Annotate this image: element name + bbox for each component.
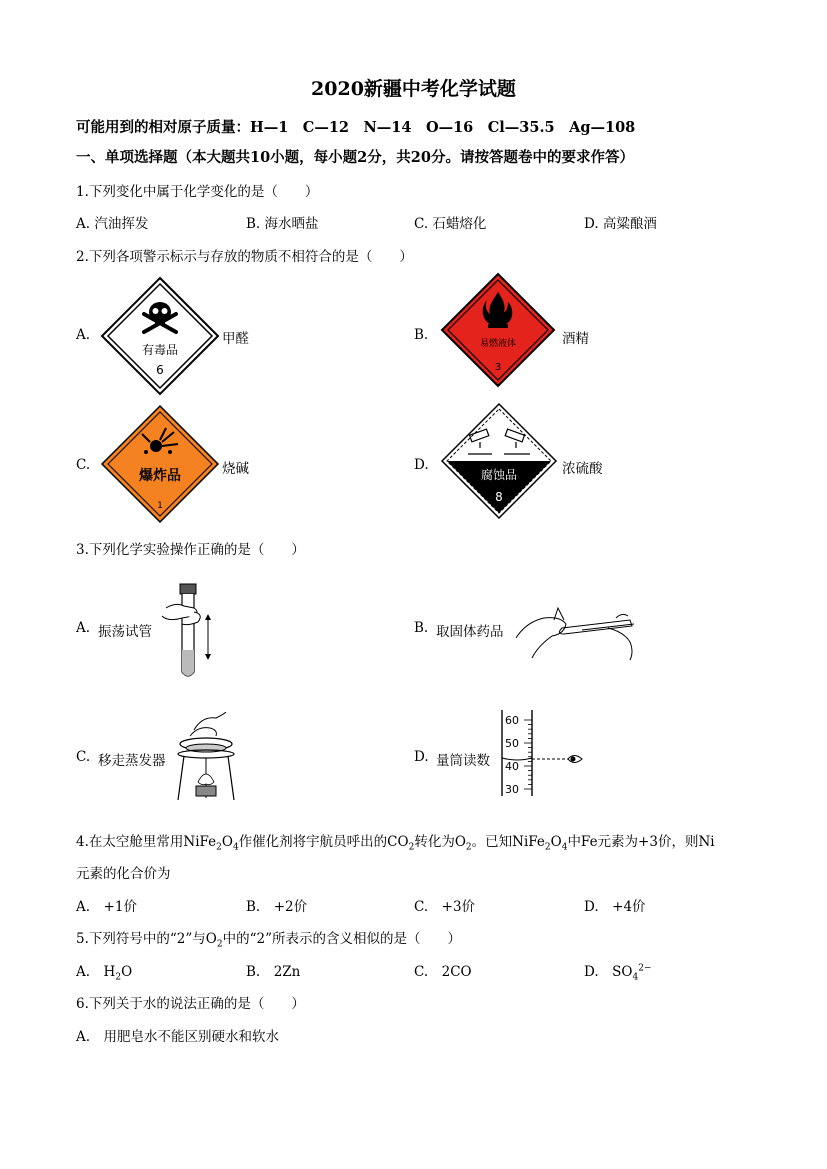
toxic-sign-label: 有毒品	[141, 343, 179, 357]
q2-substance-a: 甲醛	[222, 331, 249, 347]
q2-substance-b: 酒精	[562, 331, 589, 347]
q6-stem: 6.下列关于水的说法正确的是（ ）	[76, 996, 305, 1012]
flammable-sign-label: 易燃液体	[479, 339, 517, 349]
q5-option-b[interactable]: B. 2Zn	[246, 964, 301, 980]
cylinder-tick-60: 60	[505, 714, 519, 727]
section-heading: 一、单项选择题（本大题共10小题，每小题2分，共20分。请按答题卷中的要求作答）	[76, 149, 634, 166]
corrosive-sign-class: 8	[495, 490, 503, 504]
q3-label-d[interactable]: D.	[414, 749, 429, 765]
cylinder-tick-30: 30	[505, 783, 519, 796]
flammable-sign-class: 3	[494, 362, 502, 373]
q1-stem: 1.下列变化中属于化学变化的是（ ）	[76, 184, 319, 200]
q5-option-a[interactable]: A. $H_2O$	[76, 964, 133, 983]
q1-option-d[interactable]: D. 高粱酿酒	[584, 216, 657, 232]
q4-option-d[interactable]: D. +4价	[584, 899, 646, 915]
q1-option-b[interactable]: B. 海水晒盐	[246, 216, 319, 232]
q2-label-b[interactable]: B.	[414, 327, 429, 343]
evaporating-dish-illustration	[172, 712, 244, 804]
q2-stem: 2.下列各项警示标示与存放的物质不相符合的是（ ）	[76, 249, 413, 265]
toxic-sign-class: 6	[156, 363, 164, 377]
q5-option-c[interactable]: C. 2CO	[414, 964, 472, 980]
explosive-sign	[100, 404, 220, 524]
q1-option-c[interactable]: C. 石蜡熔化	[414, 216, 487, 232]
q3-option-d: 量筒读数	[436, 753, 490, 769]
eye-icon	[568, 756, 582, 763]
q2-label-a[interactable]: A.	[76, 327, 91, 343]
graduated-cylinder-illustration	[498, 708, 588, 800]
flammable-liquid-sign	[440, 272, 556, 388]
q4-option-a[interactable]: A. +1价	[76, 899, 137, 915]
page-title: 2020新疆中考化学试题	[311, 78, 516, 100]
q6-option-a[interactable]: A. 用肥皂水不能区别硬水和软水	[76, 1029, 280, 1045]
q5-stem: 5.下列符号中的“2”与$O_2$中的“2”所表示的含义相似的是（ ）	[76, 931, 461, 950]
explosive-sign-class: 1	[157, 501, 163, 511]
q4-stem-line1: 4.在太空舱里常用$NiFe_2O_4$作催化剂将宇航员呼出的$CO_2$转化为$O_2$。已知$NiFe_2O_4$中Fe元素为+3价，则Ni	[76, 834, 715, 853]
q2-substance-d: 浓硫酸	[562, 461, 603, 477]
q3-option-c: 移走蒸发器	[98, 753, 166, 769]
q3-stem: 3.下列化学实验操作正确的是（ ）	[76, 542, 305, 558]
q4-option-c[interactable]: C. +3价	[414, 899, 476, 915]
take-solid-reagent-illustration	[512, 598, 640, 662]
q4-stem-line2: 元素的化合价为	[76, 866, 171, 882]
up-down-arrow-icon	[205, 614, 211, 660]
q3-option-b: 取固体药品	[436, 624, 504, 640]
corrosive-sign	[440, 402, 558, 520]
q3-label-c[interactable]: C.	[76, 749, 91, 765]
atomic-masses: 可能用到的相对原子质量：H—1 C—12 N—14 O—16 Cl—35.5 Ag—108	[76, 119, 636, 136]
q3-label-a[interactable]: A.	[76, 620, 91, 636]
q2-label-d[interactable]: D.	[414, 457, 429, 473]
shake-test-tube-illustration	[158, 582, 218, 684]
cylinder-tick-40: 40	[505, 760, 519, 773]
q2-substance-c: 烧碱	[222, 461, 249, 477]
corrosive-sign-label: 腐蚀品	[480, 468, 518, 482]
cylinder-tick-50: 50	[505, 737, 519, 750]
q2-label-c[interactable]: C.	[76, 457, 91, 473]
q5-option-d[interactable]: D. $SO_4^{2-}$	[584, 963, 652, 983]
toxic-sign	[100, 276, 220, 396]
explosive-sign-label: 爆炸品	[139, 468, 181, 484]
q4-option-b[interactable]: B. +2价	[246, 899, 308, 915]
q1-option-a[interactable]: A. 汽油挥发	[76, 216, 149, 232]
q3-option-a: 振荡试管	[98, 624, 152, 640]
q3-label-b[interactable]: B.	[414, 620, 429, 636]
